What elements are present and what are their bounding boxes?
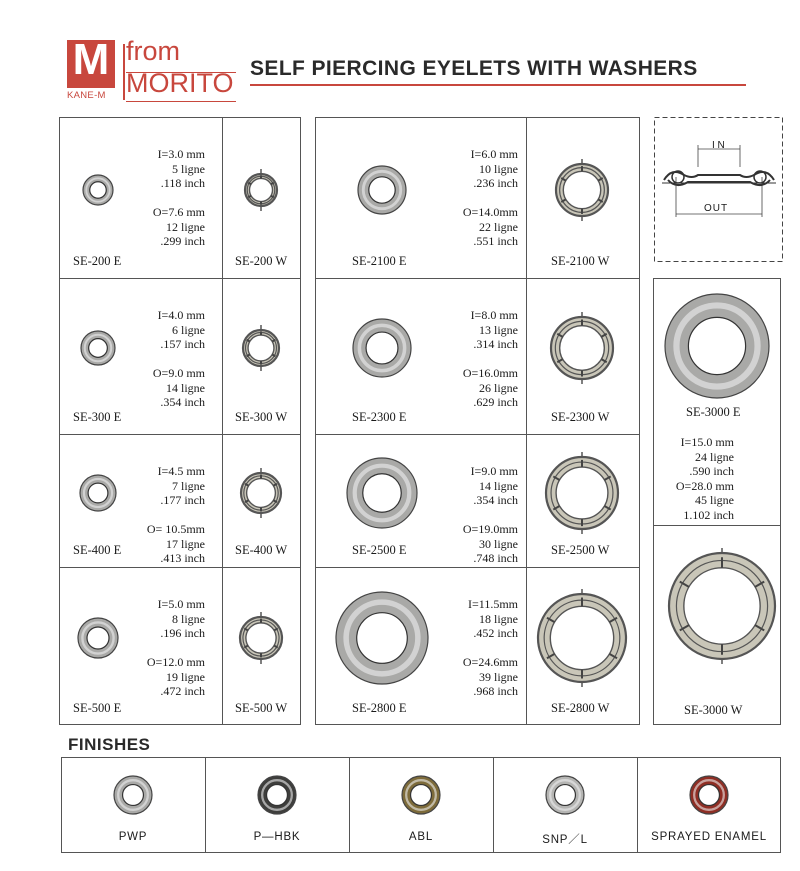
brand-underline — [126, 101, 236, 102]
title-underline — [250, 84, 746, 86]
outer-dimension-spec: O=9.0 mm 14 ligne .354 inch — [152, 366, 205, 409]
dimension-spec: I=15.0 mm 24 ligne .590 inch O=28.0 mm 45 ligne 1.102 inch — [675, 435, 734, 522]
washer-image — [663, 547, 781, 665]
washer-model-label: SE-3000 W — [684, 703, 743, 717]
eyelet-image — [663, 292, 771, 400]
washer-image — [239, 168, 283, 212]
table-divider — [59, 567, 301, 568]
outer-dimension-spec: O=7.6 mm 12 ligne .299 inch — [152, 205, 205, 248]
washer-image — [550, 158, 614, 222]
finish-label: SNP／L — [542, 834, 588, 846]
table-divider — [59, 278, 301, 279]
outer-dimension-spec: O=16.0mm 26 ligne .629 inch — [462, 366, 518, 409]
inner-dimension-spec: I=6.0 mm 10 ligne .236 inch — [470, 147, 518, 190]
table-divider — [315, 278, 640, 279]
finish-divider — [493, 757, 494, 853]
outer-dimension-spec: O=12.0 mm 19 ligne .472 inch — [146, 655, 205, 698]
eyelet-image — [356, 164, 408, 216]
washer-model-label: SE-200 W — [235, 254, 288, 268]
outer-dimension-spec: O=19.0mm 30 ligne .748 inch — [462, 522, 518, 565]
eyelet-model-label: SE-2300 E — [352, 410, 407, 424]
eyelet-model-label: SE-400 E — [73, 543, 122, 557]
cross-section-diagram — [654, 117, 783, 262]
washer-model-label: SE-2500 W — [551, 543, 610, 557]
finish-label: SPRAYED ENAMEL — [651, 831, 767, 843]
page-title: SELF PIERCING EYELETS WITH WASHERS — [250, 57, 698, 80]
eyelet-model-label: SE-500 E — [73, 701, 122, 715]
finishes-title: FINISHES — [68, 735, 151, 754]
table-divider — [526, 117, 527, 725]
finish-swatch — [400, 774, 442, 816]
finish-swatch — [544, 774, 586, 816]
inner-dimension-spec: I=4.5 mm 7 ligne .177 inch — [157, 464, 205, 507]
logo-divider — [123, 44, 125, 100]
logo-subtitle: KANE-M — [67, 90, 106, 101]
brand-name: MORITO — [126, 68, 234, 98]
table-divider — [315, 567, 640, 568]
inner-dimension-spec: I=9.0 mm 14 ligne .354 inch — [470, 464, 518, 507]
eyelet-image — [351, 317, 413, 379]
finish-swatch — [688, 774, 730, 816]
washer-model-label: SE-500 W — [235, 701, 288, 715]
washer-model-label: SE-400 W — [235, 543, 288, 557]
eyelet-image — [76, 616, 120, 660]
washer-image — [540, 451, 624, 535]
washer-model-label: SE-300 W — [235, 410, 288, 424]
finish-divider — [205, 757, 206, 853]
eyelet-image — [81, 173, 115, 207]
washer-image — [545, 311, 619, 385]
outer-dimension-spec: O= 10.5mm 17 ligne .413 inch — [146, 522, 205, 565]
logo-letter: M — [72, 35, 110, 84]
finish-divider — [637, 757, 638, 853]
eyelet-image — [79, 329, 117, 367]
out-label: OUT — [704, 203, 729, 214]
washer-model-label: SE-2100 W — [551, 254, 610, 268]
eyelet-image — [345, 456, 419, 530]
finish-label: P—HBK — [253, 831, 301, 843]
eyelet-model-label: SE-200 E — [73, 254, 122, 268]
inner-dimension-spec: I=4.0 mm 6 ligne .157 inch — [157, 308, 205, 351]
finish-label: ABL — [408, 831, 434, 843]
in-label: I N — [712, 140, 725, 151]
finish-divider — [349, 757, 350, 853]
eyelet-model-label: SE-2100 E — [352, 254, 407, 268]
finish-swatch — [256, 774, 298, 816]
outer-dimension-spec: O=14.0mm 22 ligne .551 inch — [462, 205, 518, 248]
washer-image — [237, 324, 285, 372]
inner-dimension-spec: I=3.0 mm 5 ligne .118 inch — [157, 147, 205, 190]
eyelet-image — [78, 473, 118, 513]
kane-m-logo — [67, 35, 115, 88]
eyelet-model-label: SE-2800 E — [352, 701, 407, 715]
washer-image — [234, 611, 288, 665]
inner-dimension-spec: I=8.0 mm 13 ligne .314 inch — [470, 308, 518, 351]
eyelet-image — [334, 590, 430, 686]
finish-swatch — [112, 774, 154, 816]
eyelet-model-label: SE-300 E — [73, 410, 122, 424]
table-divider — [59, 434, 301, 435]
finish-label: PWP — [118, 831, 148, 843]
washer-image — [532, 588, 632, 688]
washer-image — [235, 467, 287, 519]
brand-from: from — [126, 36, 180, 66]
table-divider — [222, 117, 223, 725]
washer-model-label: SE-2800 W — [551, 701, 610, 715]
table-divider — [315, 434, 640, 435]
inner-dimension-spec: I=5.0 mm 8 ligne .196 inch — [157, 597, 205, 640]
eyelet-model-label: SE-3000 E — [686, 405, 741, 419]
eyelet-model-label: SE-2500 E — [352, 543, 407, 557]
washer-model-label: SE-2300 W — [551, 410, 610, 424]
outer-dimension-spec: O=24.6mm 39 ligne .968 inch — [462, 655, 518, 698]
inner-dimension-spec: I=11.5mm 18 ligne .452 inch — [468, 597, 518, 640]
table-divider — [653, 525, 781, 526]
